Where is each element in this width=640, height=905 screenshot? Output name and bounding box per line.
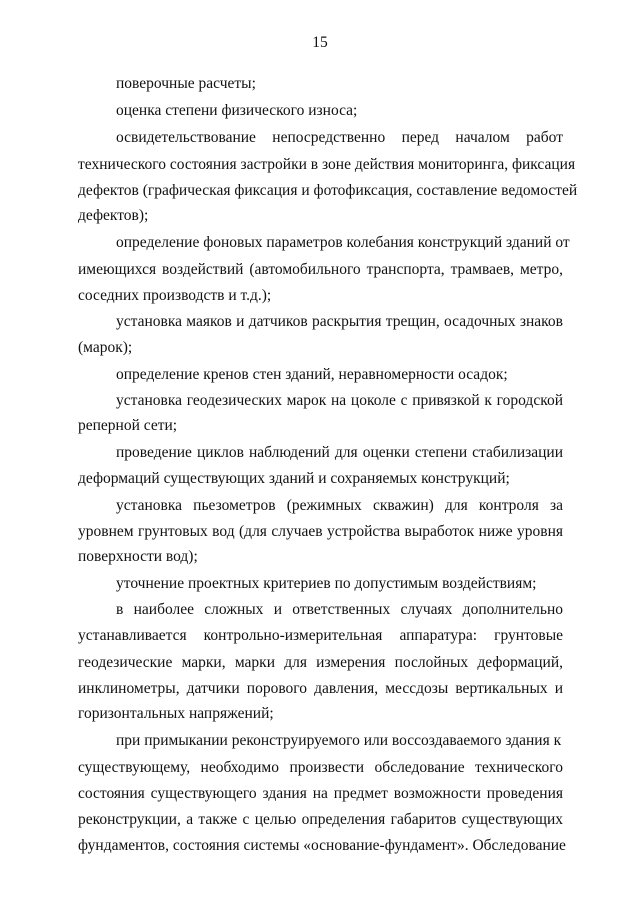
text-line: установка маяков и датчиков раскрытия трещин, осадочных знаков xyxy=(116,313,563,330)
text-line: инклинометры, датчики порового давления, мессдозы вертикальных и xyxy=(78,680,563,697)
text-line: освидетельствование непосредственно перед началом работ xyxy=(116,129,563,146)
text-line: дефектов); xyxy=(78,207,149,224)
text-line: поверхности вод); xyxy=(78,548,198,565)
page-number: 15 xyxy=(312,34,328,51)
text-line: деформаций существующих зданий и сохраняемых конструкций; xyxy=(78,470,510,487)
text-line: состояния существующего здания на предмет возможности проведения xyxy=(78,785,563,802)
text-line: поверочные расчеты; xyxy=(116,75,256,92)
text-line: фундаментов, состояния системы «основание-фундамент». Обследование xyxy=(78,837,566,854)
text-line: уровнем грунтовых вод (для случаев устройства выработок ниже уровня xyxy=(78,523,563,540)
text-line: установка геодезических марок на цоколе с привязкой к городской xyxy=(116,392,563,409)
text-line: дефектов (графическая фиксация и фотофиксация, составление ведомостей xyxy=(78,182,578,199)
text-line: при примыкании реконструируемого или воссоздаваемого здания к xyxy=(116,732,562,749)
text-line: (марок); xyxy=(78,339,133,356)
text-line: определение кренов стен зданий, неравномерности осадок; xyxy=(116,366,508,383)
text-line: существующему, необходимо произвести обследование технического xyxy=(78,759,563,776)
text-line: горизонтальных напряжений; xyxy=(78,705,274,722)
text-line: имеющихся воздействий (автомобильного транспорта, трамваев, метро, xyxy=(78,261,563,278)
text-line: реконструкции, а также с целью определения габаритов существующих xyxy=(78,811,563,828)
text-line: геодезические марки, марки для измерения послойных деформаций, xyxy=(78,654,563,671)
text-line: установка пьезометров (режимных скважин) для контроля за xyxy=(116,497,563,514)
text-line: реперной сети; xyxy=(78,417,178,434)
text-line: технического состояния застройки в зоне действия мониторинга, фиксация xyxy=(78,156,576,173)
text-line: проведение циклов наблюдений для оценки степени стабилизации xyxy=(116,444,563,461)
text-line: соседних производств и т.д.); xyxy=(78,287,272,304)
text-line: оценка степени физического износа; xyxy=(116,102,358,119)
text-line: определение фоновых параметров колебания конструкций зданий от xyxy=(116,234,570,251)
text-line: устанавливается контрольно-измерительная аппаратура: грунтовые xyxy=(78,627,563,644)
text-line: уточнение проектных критериев по допустимым воздействиям; xyxy=(116,575,537,592)
text-line: в наиболее сложных и ответственных случаях дополнительно xyxy=(116,601,563,618)
